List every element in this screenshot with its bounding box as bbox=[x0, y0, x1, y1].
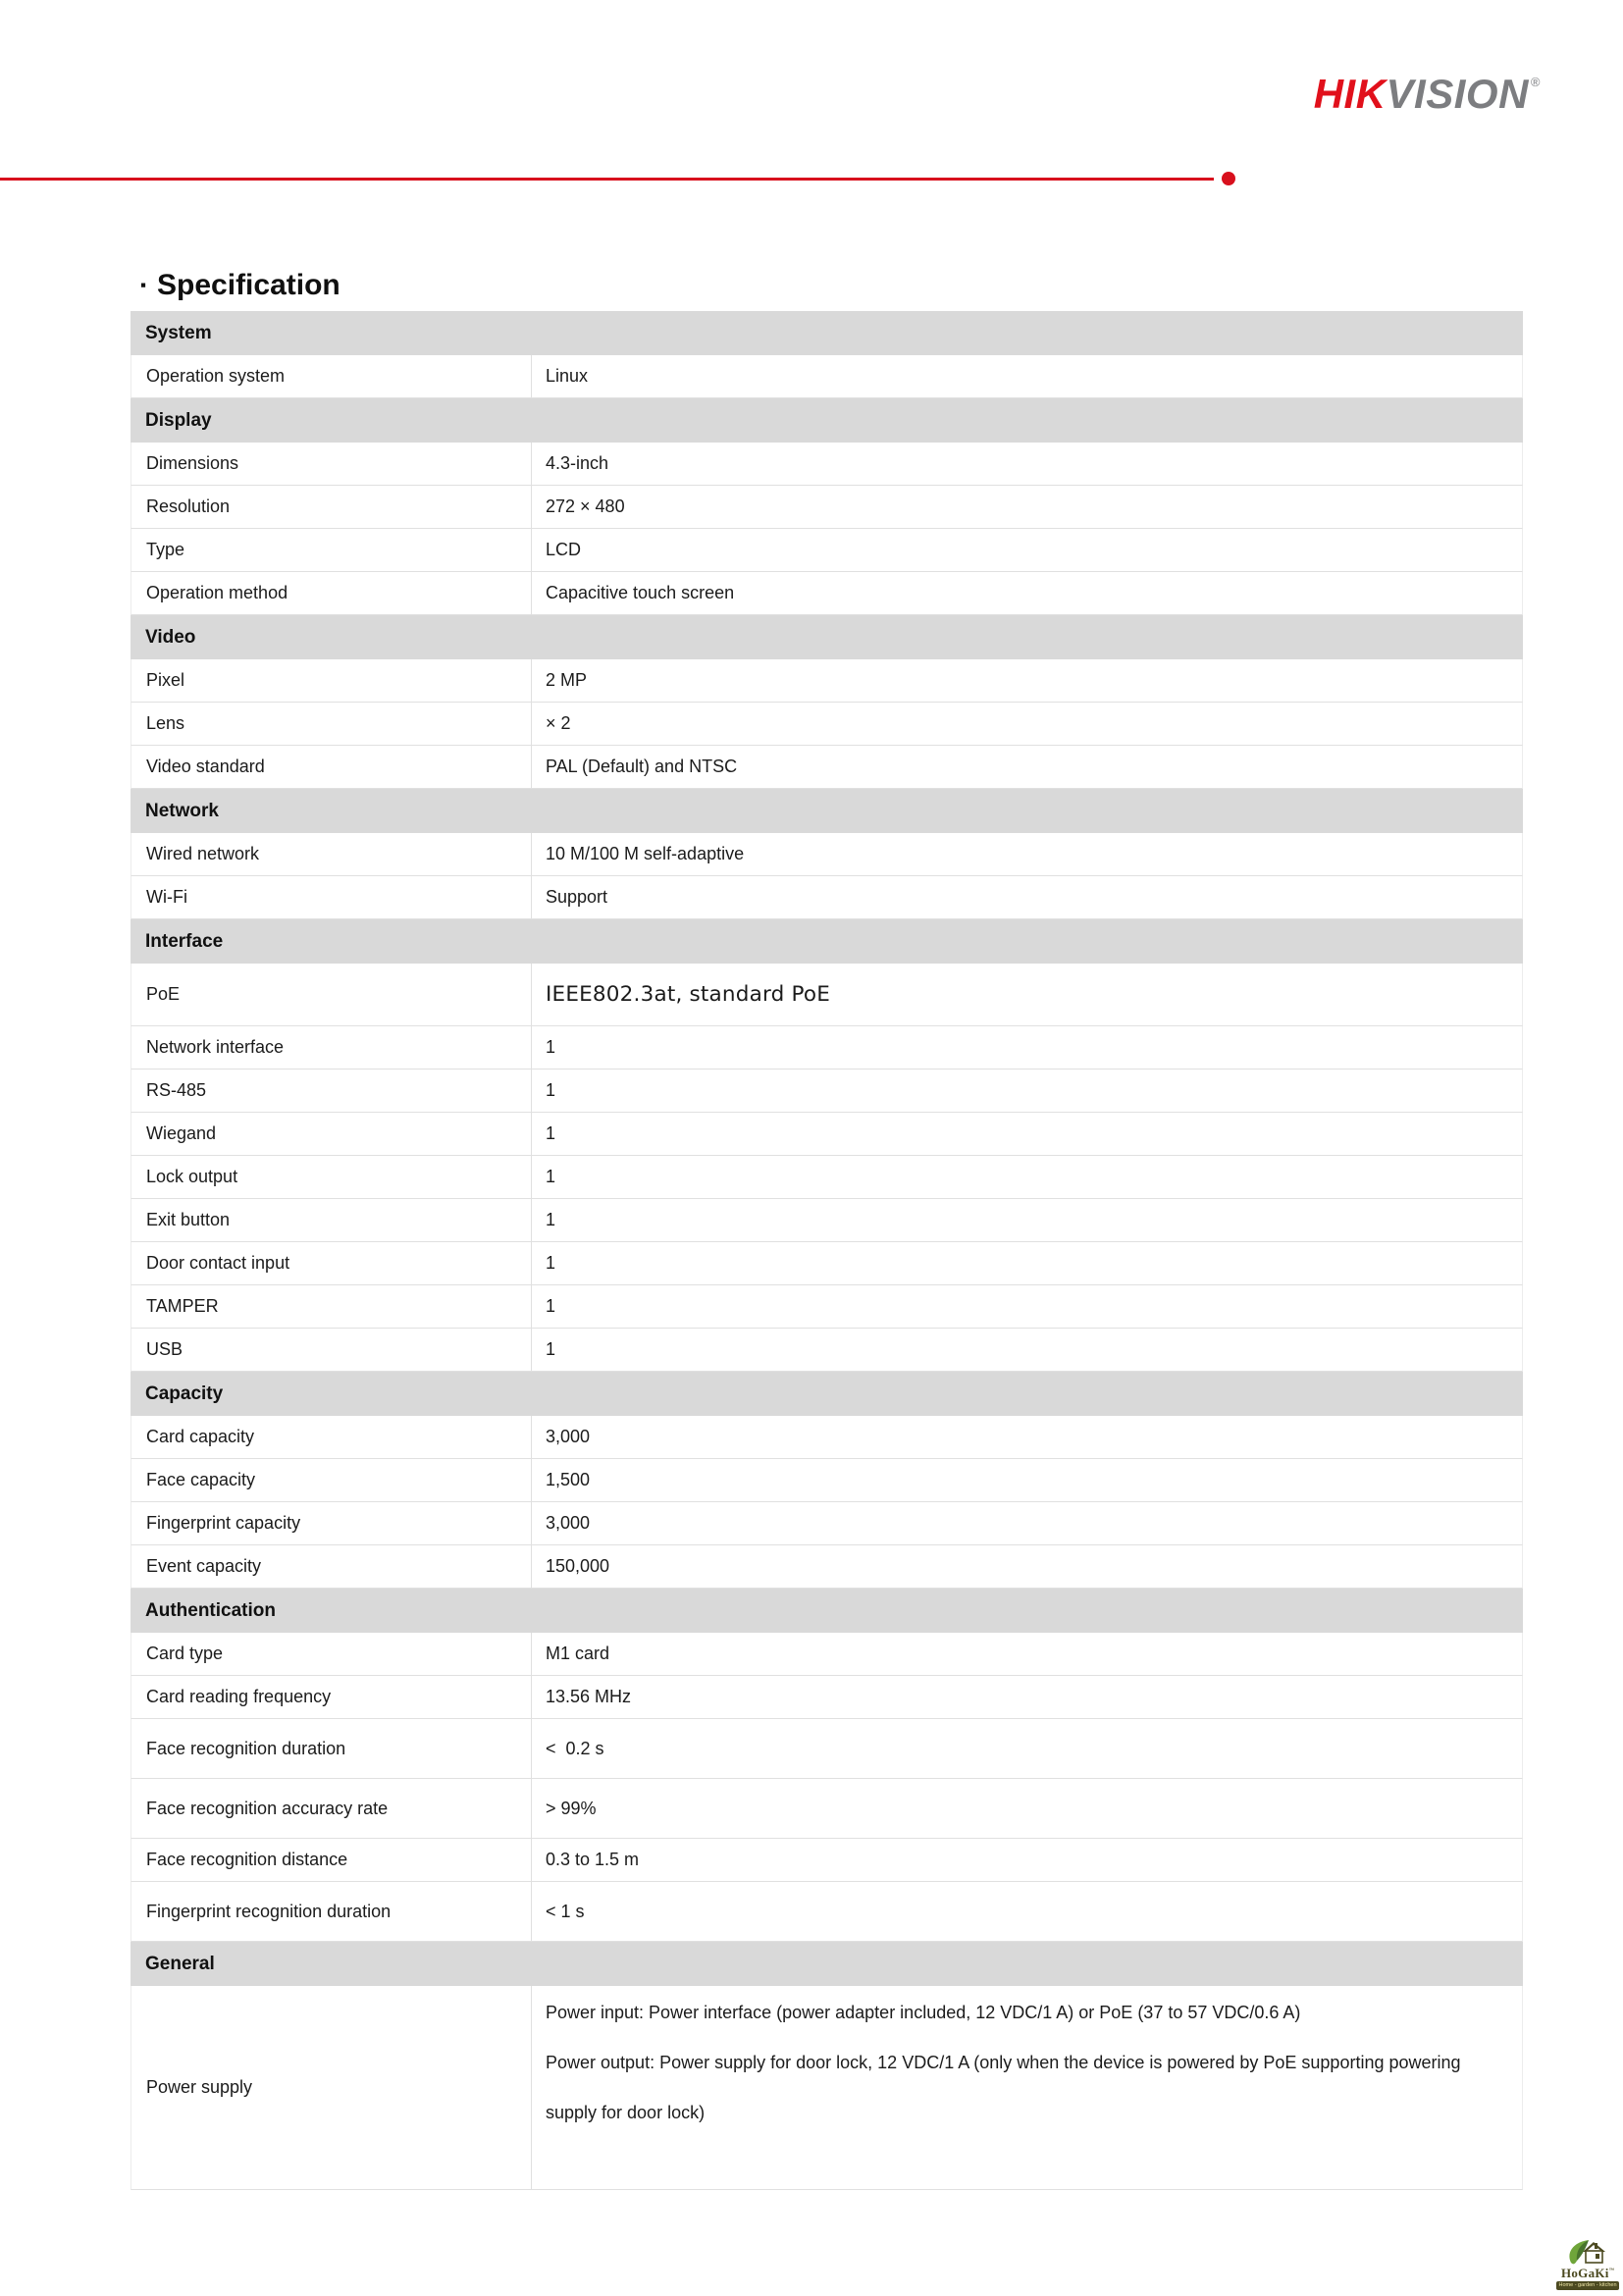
row-label: Lock output bbox=[131, 1156, 532, 1198]
table-row-video-standard bbox=[131, 746, 1523, 789]
row-label: Card type bbox=[131, 1633, 532, 1675]
row-value: 1 bbox=[546, 1167, 556, 1186]
table-row-poe bbox=[131, 964, 1523, 1026]
table-row-face-recognition-distance bbox=[131, 1839, 1523, 1882]
row-value: 13.56 MHz bbox=[546, 1687, 632, 1706]
table-row-face-recognition-accuracy-rate bbox=[131, 1779, 1523, 1839]
table-row-fingerprint-capacity bbox=[131, 1502, 1523, 1545]
hogaki-watermark bbox=[1556, 2239, 1619, 2291]
table-row-event-capacity bbox=[131, 1545, 1523, 1589]
table-row-card-capacity bbox=[131, 1416, 1523, 1459]
row-label: Wiegand bbox=[131, 1113, 532, 1155]
row-label: Video standard bbox=[131, 746, 532, 788]
row-label: Event capacity bbox=[131, 1545, 532, 1588]
row-value: 1 bbox=[546, 1037, 556, 1057]
row-value: 1,500 bbox=[546, 1470, 591, 1489]
table-row-lock-output bbox=[131, 1156, 1523, 1199]
table-row-power-supply bbox=[131, 1986, 1523, 2190]
row-label: Card capacity bbox=[131, 1416, 532, 1458]
section-header-general: General bbox=[131, 1942, 1523, 1986]
table-row-tamper bbox=[131, 1285, 1523, 1329]
table-row-operation-method bbox=[131, 572, 1523, 615]
row-label: Face recognition distance bbox=[131, 1839, 532, 1881]
row-value: 1 bbox=[546, 1339, 556, 1359]
row-value: Support bbox=[546, 887, 608, 907]
row-label: Lens bbox=[131, 703, 532, 745]
row-label: Door contact input bbox=[131, 1242, 532, 1284]
row-label: PoE bbox=[131, 964, 532, 1025]
hikvision-logo bbox=[1314, 71, 1541, 118]
row-label: Fingerprint capacity bbox=[131, 1502, 532, 1544]
table-row-fingerprint-recognition-duration bbox=[131, 1882, 1523, 1942]
header-rule bbox=[0, 178, 1214, 181]
table-row-wi-fi bbox=[131, 876, 1523, 919]
row-value: 1 bbox=[546, 1123, 556, 1143]
row-value: 1 bbox=[546, 1253, 556, 1273]
row-value: M1 card bbox=[546, 1644, 610, 1663]
watermark-name bbox=[1556, 2267, 1619, 2279]
row-value: > 99% bbox=[546, 1798, 597, 1818]
row-value: 0.3 to 1.5 m bbox=[546, 1850, 640, 1869]
row-label: Power supply bbox=[131, 1986, 532, 2189]
table-row-card-reading-frequency bbox=[131, 1676, 1523, 1719]
watermark-name-text: HoGaKi bbox=[1560, 2265, 1609, 2280]
row-label: TAMPER bbox=[131, 1285, 532, 1328]
table-row-dimensions bbox=[131, 443, 1523, 486]
row-label: Type bbox=[131, 529, 532, 571]
row-label: RS-485 bbox=[131, 1070, 532, 1112]
header-rule-dot-icon bbox=[1222, 172, 1235, 185]
table-row-exit-button bbox=[131, 1199, 1523, 1242]
row-label: Face recognition duration bbox=[131, 1719, 532, 1778]
section-header-display: Display bbox=[131, 398, 1523, 443]
row-label: Resolution bbox=[131, 486, 532, 528]
row-value: 2 MP bbox=[546, 670, 588, 690]
table-row-rs-485 bbox=[131, 1070, 1523, 1113]
spec-table bbox=[131, 311, 1523, 2190]
trademark-icon: ™ bbox=[1608, 2268, 1615, 2273]
logo-hik-text: HIK bbox=[1313, 71, 1387, 117]
row-label: Dimensions bbox=[131, 443, 532, 485]
row-value-line: Power input: Power interface (power adapter included, 12 VDC/1 A) or PoE (37 to 57 VDC/0.6 A) bbox=[546, 2003, 1301, 2022]
table-row-pixel bbox=[131, 659, 1523, 703]
row-value: 150,000 bbox=[546, 1556, 610, 1576]
row-label: USB bbox=[131, 1329, 532, 1371]
page-title bbox=[140, 267, 340, 304]
table-row-resolution bbox=[131, 486, 1523, 529]
row-value: 3,000 bbox=[546, 1513, 591, 1533]
watermark-tagline: Home - garden - kitchen bbox=[1556, 2281, 1619, 2291]
row-label: Network interface bbox=[131, 1026, 532, 1069]
row-label: Exit button bbox=[131, 1199, 532, 1241]
row-label: Face capacity bbox=[131, 1459, 532, 1501]
logo-vision-text: VISION bbox=[1386, 71, 1529, 117]
table-row-face-recognition-duration bbox=[131, 1719, 1523, 1779]
row-value: 4.3-inch bbox=[546, 453, 609, 473]
row-value: IEEE802.3at, standard PoE bbox=[546, 982, 831, 1007]
row-value: PAL (Default) and NTSC bbox=[546, 757, 738, 776]
section-header-authentication: Authentication bbox=[131, 1589, 1523, 1633]
row-value: Linux bbox=[546, 366, 589, 386]
row-label: Face recognition accuracy rate bbox=[131, 1779, 532, 1838]
table-row-lens bbox=[131, 703, 1523, 746]
row-value: < 1 s bbox=[546, 1901, 585, 1921]
table-row-wiegand bbox=[131, 1113, 1523, 1156]
row-label: Pixel bbox=[131, 659, 532, 702]
row-value: 1 bbox=[546, 1210, 556, 1229]
table-row-operation-system bbox=[131, 355, 1523, 398]
leaf-house-icon bbox=[1565, 2239, 1610, 2266]
table-row-network-interface bbox=[131, 1026, 1523, 1070]
section-header-capacity: Capacity bbox=[131, 1372, 1523, 1416]
table-row-door-contact-input bbox=[131, 1242, 1523, 1285]
square-bullet-icon: ▪ bbox=[140, 276, 147, 295]
section-header-interface: Interface bbox=[131, 919, 1523, 964]
row-label: Wired network bbox=[131, 833, 532, 875]
table-row-usb bbox=[131, 1329, 1523, 1372]
row-value-line: Power output: Power supply for door lock, 12 VDC/1 A (only when the device is powered by PoE supporting powering supply for door lock) bbox=[546, 2053, 1466, 2122]
row-label: Operation method bbox=[131, 572, 532, 614]
row-value bbox=[532, 1986, 1522, 2189]
row-label: Fingerprint recognition duration bbox=[131, 1882, 532, 1941]
row-value: × 2 bbox=[546, 713, 571, 733]
row-value: 10 M/100 M self-adaptive bbox=[546, 844, 745, 863]
table-row-wired-network bbox=[131, 833, 1523, 876]
row-label: Wi-Fi bbox=[131, 876, 532, 918]
row-value: < 0.2 s bbox=[546, 1738, 604, 1758]
table-row-type bbox=[131, 529, 1523, 572]
row-label: Operation system bbox=[131, 355, 532, 397]
section-header-system: System bbox=[131, 311, 1523, 355]
table-row-card-type bbox=[131, 1633, 1523, 1676]
row-value: 1 bbox=[546, 1296, 556, 1316]
page-title-text: Specification bbox=[157, 269, 340, 301]
row-value: 272 × 480 bbox=[546, 496, 625, 516]
section-header-network: Network bbox=[131, 789, 1523, 833]
table-row-face-capacity bbox=[131, 1459, 1523, 1502]
registered-mark-icon: ® bbox=[1530, 75, 1541, 89]
row-value: 1 bbox=[546, 1080, 556, 1100]
row-value: 3,000 bbox=[546, 1427, 591, 1446]
section-header-video: Video bbox=[131, 615, 1523, 659]
row-value: Capacitive touch screen bbox=[546, 583, 735, 602]
row-value: LCD bbox=[546, 540, 582, 559]
row-label: Card reading frequency bbox=[131, 1676, 532, 1718]
